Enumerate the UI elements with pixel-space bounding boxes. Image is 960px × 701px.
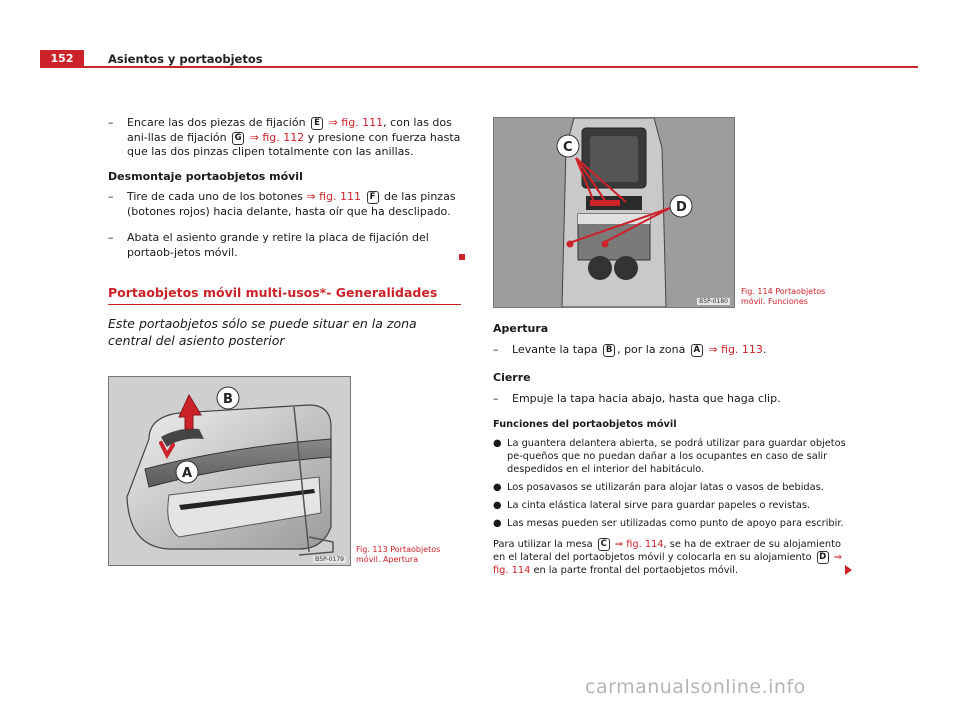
- step-pull-buttons: – Tire de cada uno de los botones ⇒ fig. 111 F de las pinzas (botones rojos) hacia delante, hasta oír que ha desclipado.: [108, 190, 456, 218]
- image-code: B5P-0180: [699, 298, 728, 305]
- right-column: [493, 322, 848, 577]
- armrest-opening-illustration: [109, 377, 350, 565]
- list-item: ● Los posavasos se utilizarán para alojar latas o vasos de bebidas.: [493, 482, 824, 493]
- step-fold-seat: – Abata el asiento grande y retire la placa de fijación del portaob-jetos móvil.: [108, 231, 463, 260]
- callout-badge-g: G: [232, 132, 244, 145]
- figure-label-c: C: [563, 140, 573, 155]
- opening-step: – Levante la tapa B , por la zona A ⇒ fig. 113.: [493, 342, 767, 356]
- functions-list: [493, 437, 848, 530]
- chapter-title: Asientos y portaobjetos: [108, 52, 263, 66]
- figure-114-image: [493, 117, 735, 308]
- functions-heading: Funciones del portaobjetos móvil: [493, 419, 677, 430]
- opening-heading: Apertura: [493, 322, 549, 335]
- callout-badge-d: D: [817, 551, 829, 564]
- figure-link[interactable]: ⇒ fig. 112: [249, 130, 305, 144]
- section-title: Portaobjetos móvil multi-usos*- Generalidades: [108, 286, 461, 305]
- list-item: ● La cinta elástica lateral sirve para guardar papeles o revistas.: [493, 500, 811, 511]
- callout-badge-f: F: [367, 191, 379, 204]
- table-usage-paragraph: Para utilizar la mesa C ⇒ fig. 114, se ha de extraer de su alojamiento en el lateral del portaobjetos móvil y colocarla en su alojamiento D ⇒ fig. 114 en la parte frontal del portaobjetos móvil.: [493, 538, 848, 577]
- continue-arrow-icon: [845, 565, 852, 575]
- section-intro: Este portaobjetos sólo se puede situar en la zona central del asiento posterior: [108, 315, 417, 348]
- image-code: B5P-0179: [315, 556, 344, 563]
- closing-heading: Cierre: [493, 371, 531, 384]
- end-of-section-icon: [459, 254, 465, 260]
- header-rule: [84, 66, 918, 68]
- callout-badge-b: B: [603, 344, 615, 357]
- figure-113-image: [108, 376, 351, 566]
- figure-113-caption: Fig. 113 Portaobjetos móvil. Apertura: [356, 545, 441, 564]
- left-column: [108, 116, 463, 349]
- callout-badge-a: A: [691, 344, 703, 357]
- figure-link[interactable]: ⇒ fig. 114: [614, 539, 664, 550]
- armrest-functions-illustration: [494, 118, 734, 307]
- callout-badge-e: E: [311, 117, 323, 130]
- figure-link[interactable]: ⇒ fig. 114: [493, 552, 843, 576]
- figure-link[interactable]: ⇒ fig. 111: [306, 190, 362, 203]
- figure-label-b: B: [223, 392, 233, 407]
- figure-label-d: D: [676, 200, 687, 215]
- figure-link[interactable]: ⇒ fig. 113: [708, 342, 763, 356]
- page-number: 152: [40, 50, 84, 68]
- step-attach: – Encare las dos piezas de fijación E ⇒ fig. 111, con las dos ani-llas de fijación G ⇒ fig. 112 y presione con fuerza hasta que las dos pinzas clipen totalmente con las anillas.: [108, 116, 461, 158]
- callout-badge-c: C: [598, 538, 610, 551]
- figure-link[interactable]: ⇒ fig. 111: [328, 116, 384, 129]
- watermark: carmanualsonline.info: [585, 676, 806, 698]
- closing-step: – Empuje la tapa hacia abajo, hasta que haga clip.: [493, 391, 781, 405]
- figure-label-a: A: [182, 466, 193, 481]
- list-item: ● Las mesas pueden ser utilizadas como punto de apoyo para escribir.: [493, 518, 844, 529]
- list-item: ● La guantera delantera abierta, se podrá utilizar para guardar objetos pe-queños que no puedan dañar a los ocupantes en caso de salir despedidos en el interior del habitáculo.: [493, 438, 846, 475]
- removal-heading: Desmontaje portaobjetos móvil: [108, 169, 303, 183]
- figure-114-caption: Fig. 114 Portaobjetos móvil. Funciones: [741, 287, 826, 306]
